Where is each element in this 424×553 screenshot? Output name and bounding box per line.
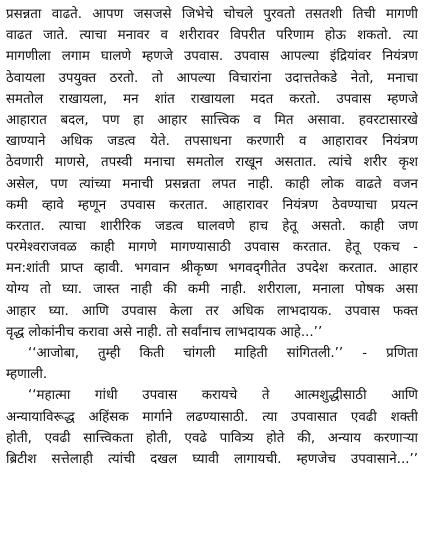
text-line: असेल, पण त्यांच्या मनाची प्रसन्नता लपत नाही. काही लोक वाढते वजन xyxy=(6,176,418,192)
text-line: आहार घ्या. आणि उपवास केला तर अधिक लाभदायक. उपवास फक्त xyxy=(6,303,418,319)
text-line: अन्यायाविरूद्ध अहिंसक मार्गाने लढण्यासाठी. त्या उपवासात एवढी शक्ती xyxy=(6,409,418,425)
paragraph-gandhi-fasting xyxy=(6,385,418,470)
text-line: ठेवणारी माणसे, तपस्वी मनाचा समतोल राखून असतात. त्यांचे शरीर कृश xyxy=(6,155,418,171)
text-line: मागणीला लगाम घालणे म्हणजे उपवास. उपवास आपल्या इंद्रियांवर नियंत्रण xyxy=(6,49,418,65)
paragraph-pranita-reply xyxy=(6,343,418,385)
text-line: मन:शांती प्राप्त व्हावी. भगवान श्रीकृष्ण भगवद्‌गीतेत उपदेश करतात. आहार xyxy=(6,261,418,277)
text-line: होती, एवढी सात्त्विकता होती, एवढे पावित्र्य होते की, अन्याय करणाऱ्या xyxy=(6,430,418,446)
text-line: ‘‘आजोबा, तुम्ही किती चांगली माहिती सांगितली.’’ - प्रणिता xyxy=(28,346,418,361)
text-line: ब्रिटीश सत्तेलाही त्यांची दखल घ्यावी लागायची. म्हणजेच उपवासाने...’’ xyxy=(6,451,418,467)
text-line: ठेवायला उपयुक्त ठरतो. तो आपल्या विचारांना उदात्ततेकडे नेतो, मनाचा xyxy=(6,70,418,86)
text-line: करतात. त्याचा शारीरिक जडत्व घालवणे हाच हेतू असतो. काही जण xyxy=(6,218,418,234)
text-line: परमेश्वराजवळ काही मागणे मागण्यासाठी उपवास करतात. हेतू एकच - xyxy=(6,240,418,256)
text-line: प्रसन्नता वाढते. आपण जसजसे जिभेचे चोचले पुरवतो तसतशी तिची मागणी xyxy=(6,7,418,22)
text-line: खाण्याने अधिक जडत्व येते. तपसाधना करणारी व आहारावर नियंत्रण xyxy=(6,134,418,150)
text-line: ‘‘महात्मा गांधी उपवास करायचे ते आत्मशुद्धीसाठी आणि xyxy=(28,388,418,404)
text-line: वृद्ध लोकांनीच करावा असे नाही. तो सर्वांनाच लाभदायक आहे...’’ xyxy=(6,324,323,340)
text-line: म्हणाली. xyxy=(6,367,48,383)
text-line: आहारात बदल, पण हा आहार सात्त्विक व मित असावा. हवरटासारखे xyxy=(6,112,418,128)
paragraph-fasting-benefits xyxy=(6,4,418,343)
text-line: कमी व्हावे म्हणून उपवास करतात. आहारावर नियंत्रण ठेवण्याचा प्रयत्न xyxy=(6,197,418,213)
text-line: वाढत जाते. त्याचा मनावर व शरीरावर विपरीत परिणाम होऊ शकतो. त्या xyxy=(6,28,418,44)
text-line: योग्य तो घ्या. जास्त नाही की कमी नाही. शरीराला, मनाला पोषक असा xyxy=(6,282,418,298)
text-line: समतोल राखायला, मन शांत राखायला मदत करतो. उपवास म्हणजे xyxy=(6,91,418,107)
